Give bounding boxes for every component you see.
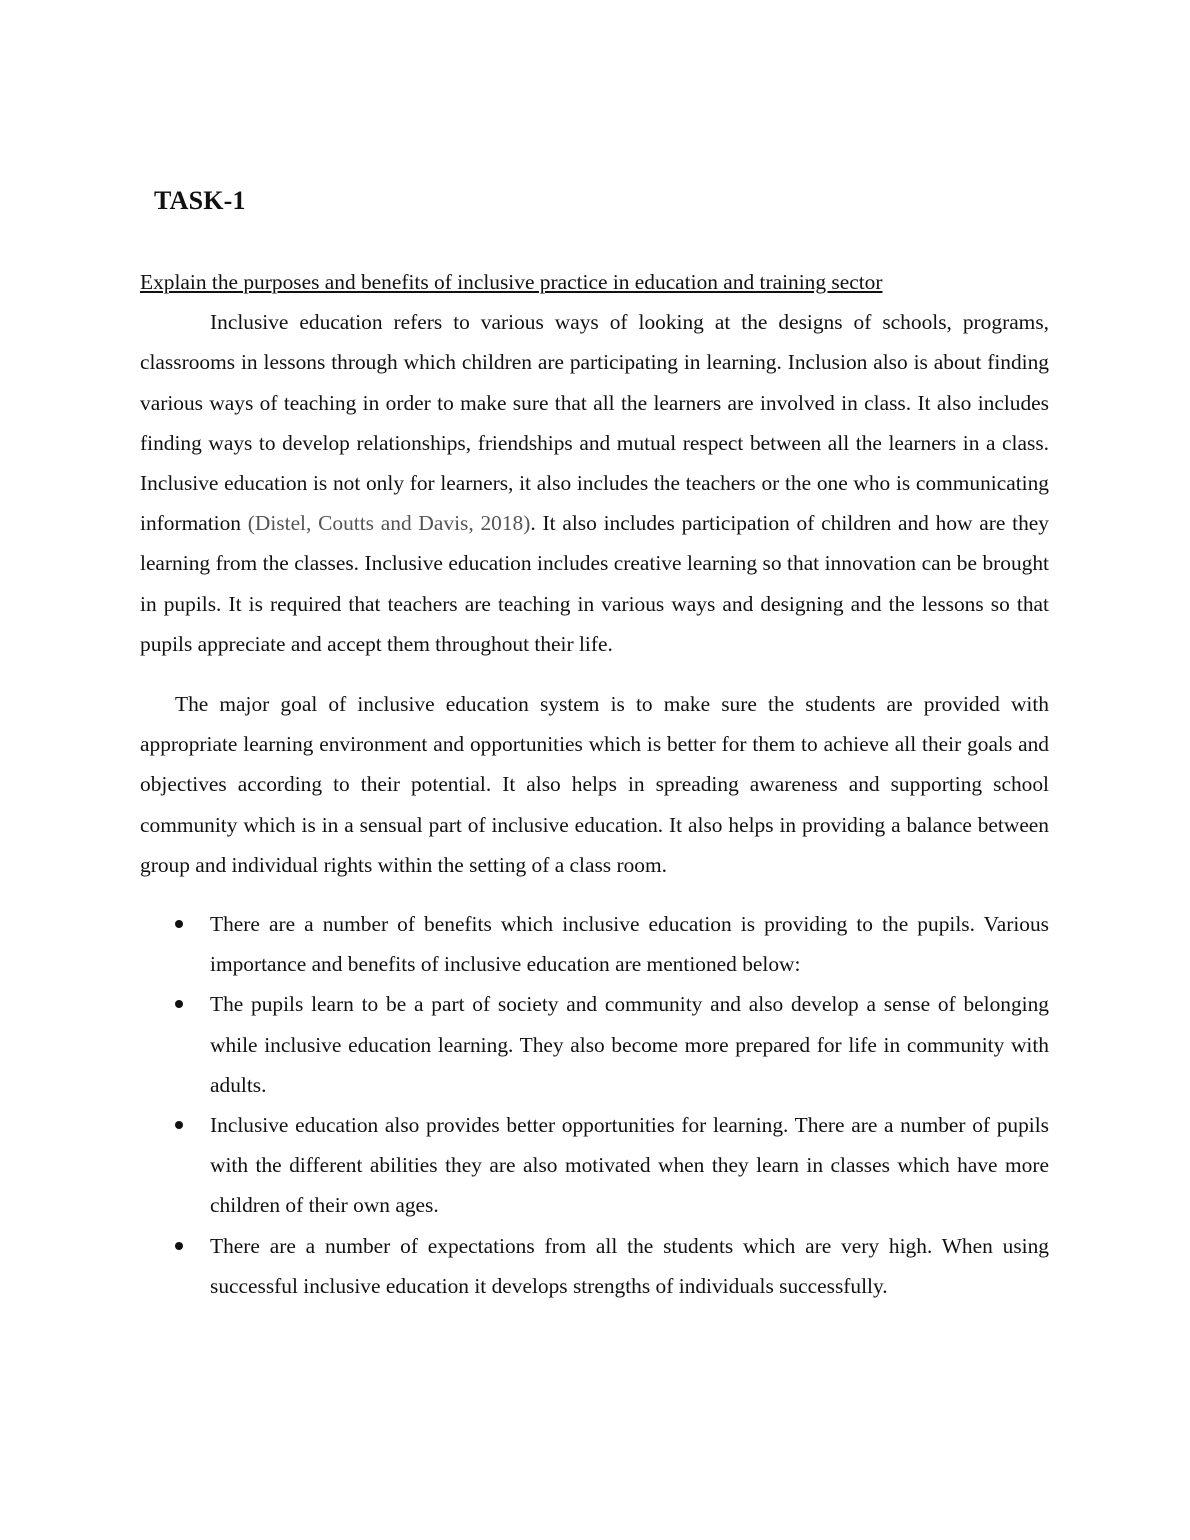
citation: (Distel, Coutts and Davis, 2018) (247, 511, 531, 536)
list-item (140, 1226, 1049, 1306)
list-item (140, 984, 1049, 1105)
bullet-icon (175, 1000, 183, 1008)
paragraph-intro (140, 302, 1049, 664)
list-item-text: There are a number of benefits which inclusive education is providing to the pupils. Various importance and benefits of inclusive education are mentioned below: (210, 912, 1049, 977)
list-item (140, 1105, 1049, 1226)
document-body (140, 262, 1049, 1306)
benefits-list (140, 904, 1049, 1306)
list-item-text: There are a number of expectations from all the students which are very high. When using successful inclusive education it develops strengths of individuals successfully. (210, 1233, 1049, 1298)
paragraph-intro-text-1: Inclusive education refers to various ways of looking at the designs of schools, programs, classrooms in lessons through which children are participating in learning. Inclusion also is about finding various ways of teaching in order to make sure that all the learners are involved in class. It also includes finding ways to develop relationships, friendships and mutual respect between all the learners in a class. Inclusive education is not only for learners, it also includes the teachers or the one who is communicating information (140, 310, 1049, 536)
list-item-text: Inclusive education also provides better opportunities for learning. There are a number of pupils with the different abilities they are also motivated when they learn in classes which have more children of their own ages. (210, 1113, 1049, 1218)
bullet-icon (175, 920, 183, 928)
paragraph-goal: The major goal of inclusive education system is to make sure the students are provided with appropriate learning environment and opportunities which is better for them to achieve all their goals and objectives according to their potential. It also helps in spreading awareness and supporting school community which is in a sensual part of inclusive education. It also helps in providing a balance between group and individual rights within the setting of a class room. (140, 692, 1049, 877)
page-heading: TASK-1 (154, 186, 246, 215)
bullet-icon (175, 1121, 183, 1129)
section-subheading: Explain the purposes and benefits of inclusive practice in education and training sector (140, 270, 883, 294)
list-item-text: The pupils learn to be a part of society and community and also develop a sense of belonging while inclusive education learning. They also become more prepared for life in community with adults. (210, 992, 1049, 1097)
list-item (140, 904, 1049, 984)
bullet-icon (175, 1242, 183, 1250)
paragraph-intro-text-2: . It also includes participation of children and how are they learning from the classes. Inclusive education includes creative learning so that innovation can be brought in pupils. It is required that teachers are teaching in various ways and designing and the lessons so that pupils appreciate and accept them throughout their life. (140, 511, 1049, 656)
